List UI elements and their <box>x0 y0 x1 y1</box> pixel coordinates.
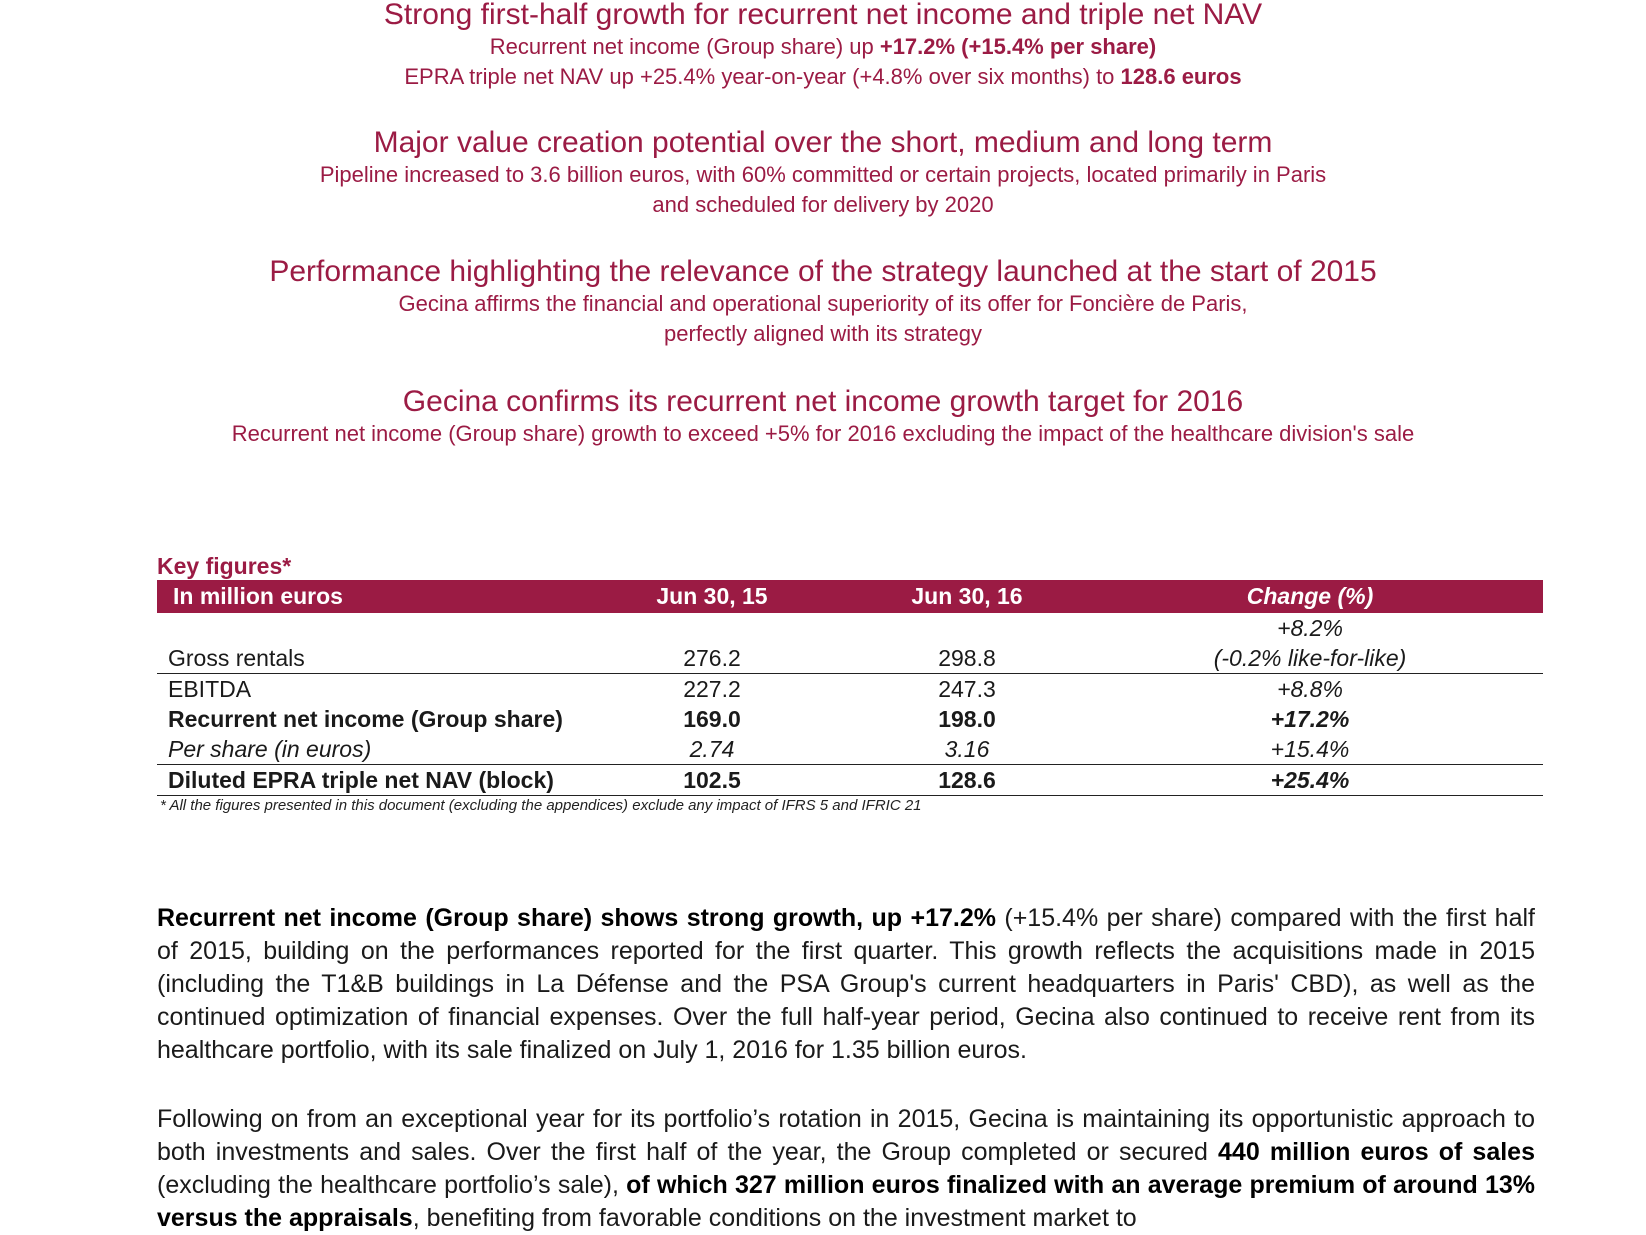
row-label: EBITDA <box>168 676 252 702</box>
value-jun15: 169.0 <box>683 706 741 732</box>
headline-subline: Recurrent net income (Group share) up +17.2% (+15.4% per share) <box>489 34 1157 59</box>
row-label: Diluted EPRA triple net NAV (block) <box>157 765 567 796</box>
headline-2 <box>0 126 1646 220</box>
row-label: Gross rentals <box>157 643 567 674</box>
header-jun15: Jun 30, 15 <box>567 580 857 613</box>
row-label: Recurrent net income (Group share) <box>168 706 563 732</box>
change-value: +15.4% <box>1077 734 1543 765</box>
headline-subline: Gecina affirms the financial and operational superiority of its offer for Foncière de Paris, <box>398 291 1248 316</box>
headline-title: Performance highlighting the relevance of the strategy launched at the start of 2015 <box>269 255 1377 288</box>
change-note: (-0.2% like-for-like) <box>1077 643 1543 674</box>
header-jun16: Jun 30, 16 <box>857 580 1077 613</box>
value-jun16: 298.8 <box>857 643 1077 674</box>
key-figures-title: Key figures* <box>157 553 292 579</box>
change-value: +17.2% <box>1270 706 1350 732</box>
headline-subline: perfectly aligned with its strategy <box>664 321 982 346</box>
headline-title: Gecina confirms its recurrent net income growth target for 2016 <box>402 385 1244 418</box>
key-figures-table <box>157 580 1543 796</box>
headline-title: Strong first-half growth for recurrent net income and triple net NAV <box>383 0 1263 31</box>
headline-subline: Pipeline increased to 3.6 billion euros, with 60% committed or certain projects, located primarily in Paris <box>319 162 1327 187</box>
value-jun15: 2.74 <box>567 734 857 765</box>
header-label: In million euros <box>157 580 567 613</box>
table-row <box>157 674 1543 705</box>
value-jun15: 276.2 <box>567 643 857 674</box>
value-jun16: 128.6 <box>857 765 1077 796</box>
headline-subline: EPRA triple net NAV up +25.4% year-on-year (+4.8% over six months) to 128.6 euros <box>404 64 1242 89</box>
change-value: +8.2% <box>1277 615 1343 641</box>
table-footnote: * All the figures presented in this document (excluding the appendices) exclude any impact of IFRS 5 and IFRIC 21 <box>160 797 922 814</box>
value-jun15: 102.5 <box>567 765 857 796</box>
change-value: +25.4% <box>1077 765 1543 796</box>
body-paragraph-1: Recurrent net income (Group share) shows strong growth, up +17.2% (+15.4% per share) compared with the first half of 2015, building on the performances reported for the first quarter. This growth reflects the acquisitions made in 2015 (including the T1&B buildings in La Défense and the PSA Group's current headquarters in Paris' CBD), as well as the continued optimization of financial expenses. Over the full half-year period, Gecina also continued to receive rent from its healthcare portfolio, with its sale finalized on July 1, 2016 for 1.35 billion euros. <box>157 904 1535 1064</box>
headline-subline: Recurrent net income (Group share) growth to exceed +5% for 2016 excluding the impact of the healthcare division's sale <box>231 421 1415 446</box>
value-jun15: 227.2 <box>683 676 741 702</box>
table-row <box>157 734 1543 765</box>
row-label: Per share (in euros) <box>157 734 567 765</box>
headline-4 <box>0 385 1646 449</box>
table-row <box>157 643 1543 674</box>
value-jun16: 3.16 <box>857 734 1077 765</box>
headline-title: Major value creation potential over the short, medium and long term <box>373 126 1273 159</box>
headline-3 <box>0 255 1646 349</box>
table-row <box>157 704 1543 734</box>
headline-subline: and scheduled for delivery by 2020 <box>652 192 994 217</box>
value-jun16: 198.0 <box>938 706 996 732</box>
header-change: Change (%) <box>1077 580 1543 613</box>
headline-1 <box>0 0 1646 92</box>
change-value: +8.8% <box>1277 676 1343 702</box>
table-header-row <box>157 580 1543 613</box>
table-row <box>157 765 1543 796</box>
table-row <box>157 613 1543 643</box>
body-paragraph-2: Following on from an exceptional year for its portfolio’s rotation in 2015, Gecina is maintaining its opportunistic approach to both investments and sales. Over the first half of the year, the Group completed or secured 440 million euros of sales (excluding the healthcare portfolio’s sale), of which 327 million euros finalized with an average premium of around 13% versus the appraisals, benefiting from favorable conditions on the investment market to <box>157 1105 1536 1232</box>
value-jun16: 247.3 <box>938 676 996 702</box>
